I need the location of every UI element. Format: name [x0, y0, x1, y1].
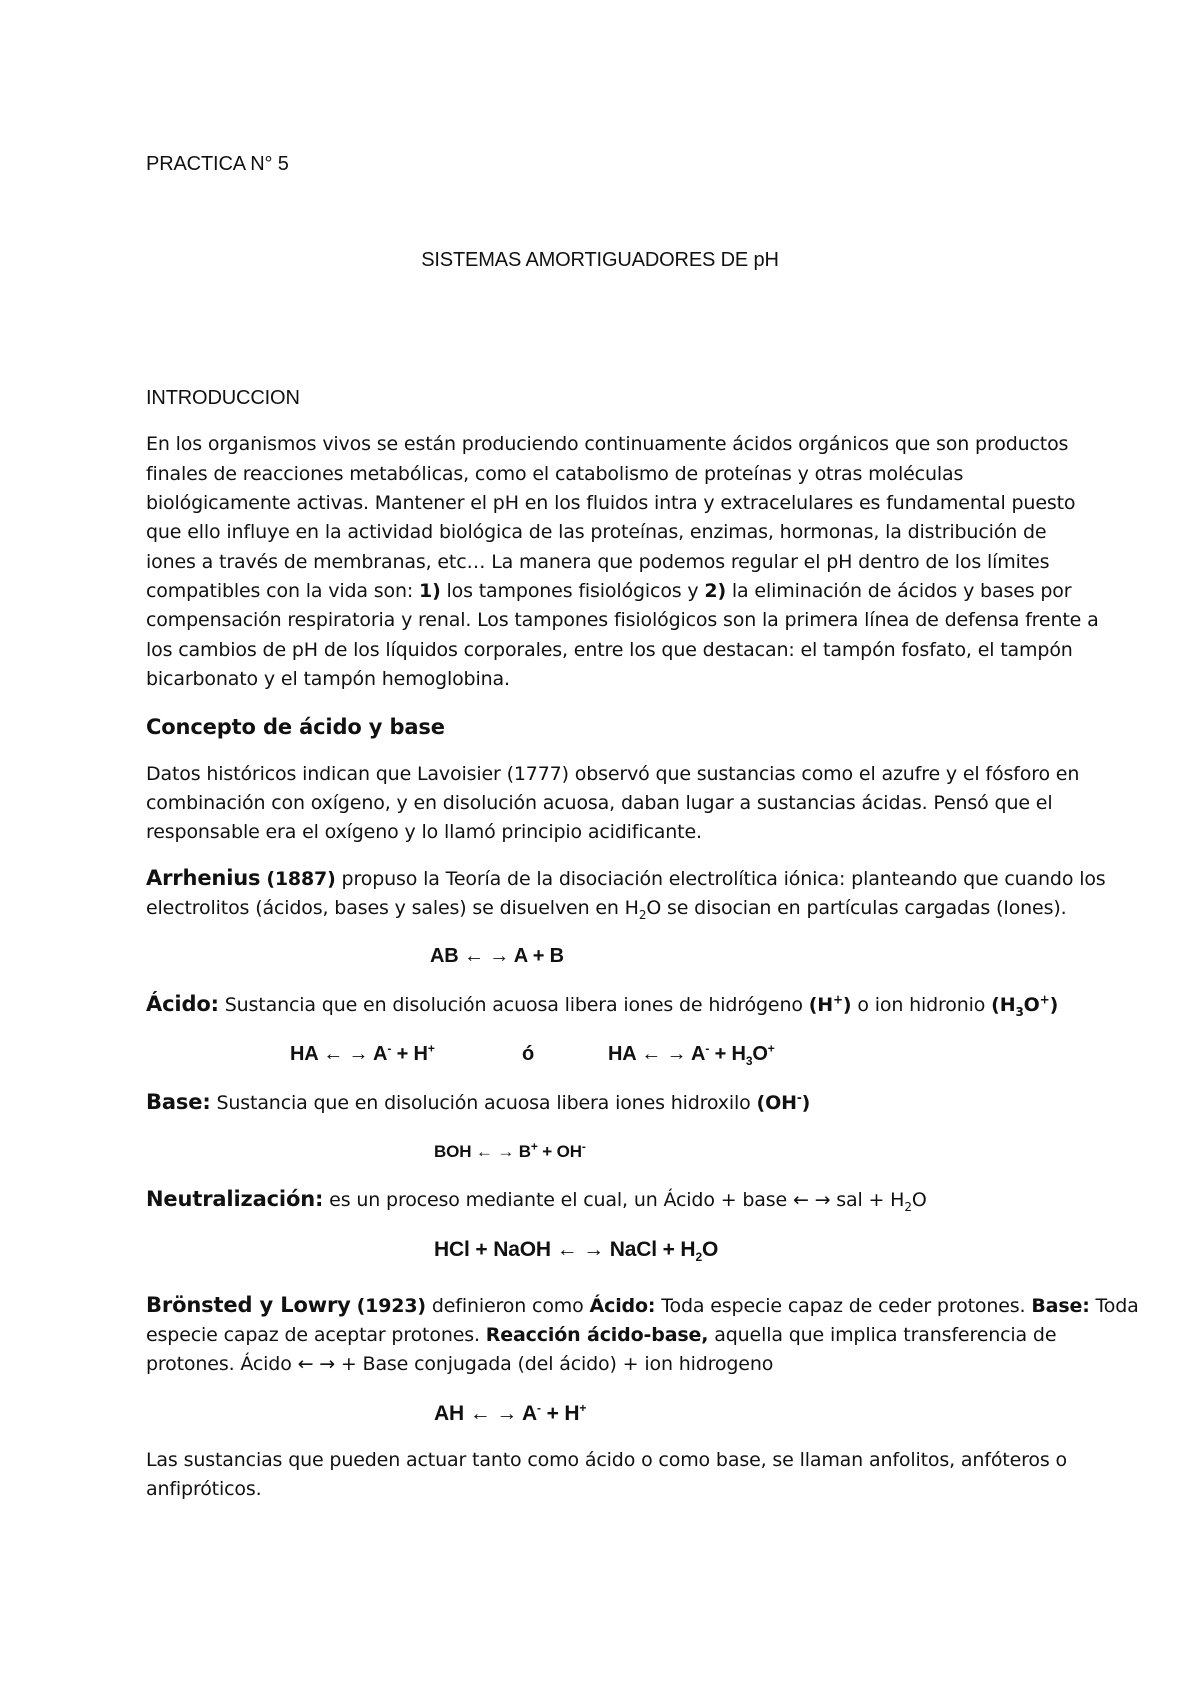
bronsted-text: especie capaz de aceptar protones. — [146, 1324, 486, 1346]
formula: ) — [1049, 994, 1059, 1016]
bronsted-text: aquella que implica transferencia de — [708, 1324, 1057, 1346]
intro-line: compensación respiratoria y renal. Los tampones fisiológicos son la primera línea de defensa frente a — [146, 609, 1099, 631]
equation-acid — [290, 1040, 890, 1069]
equation-bronsted — [434, 1399, 1200, 1428]
arrhenius-text: O se disocian en partículas cargadas (Iones). — [646, 897, 1067, 919]
neutralization-text: O — [911, 1189, 927, 1211]
bronsted-line — [146, 1291, 1139, 1321]
intro-line: bicarbonato y el tampón hemoglobina. — [146, 668, 510, 690]
bronsted-text: Toda — [1089, 1295, 1139, 1317]
neutralization-text: es un proceso mediante el cual, un Ácido + base ← → sal + H — [323, 1189, 905, 1211]
arrhenius-year: (1887) — [266, 868, 336, 890]
arrhenius-text: electrolitos (ácidos, bases y sales) se disuelven en H — [146, 897, 639, 919]
acid-label: Ácido: — [146, 992, 219, 1016]
intro-line: En los organismos vivos se están produciendo continuamente ácidos orgánicos que son productos — [146, 433, 1069, 455]
bronsted-line: protones. Ácido ← → + Base conjugada (del ácido) + ion hidrogeno — [146, 1353, 774, 1375]
arrhenius-line — [146, 864, 1106, 894]
superscript: + — [427, 1041, 435, 1056]
superscript: - — [705, 1041, 710, 1056]
superscript: - — [537, 1401, 541, 1415]
arrhenius-line — [146, 894, 1066, 923]
formula: + H — [709, 1043, 746, 1065]
list-number: 2) — [704, 580, 727, 602]
superscript: + — [530, 1139, 538, 1154]
formula: + H — [391, 1043, 428, 1065]
bold-term: Reacción ácido-base, — [485, 1324, 709, 1346]
bronsted-text: definieron como — [425, 1295, 590, 1317]
bold-term: Base: — [1031, 1295, 1090, 1317]
equation-dissociation: AB ← → A + B — [430, 945, 564, 967]
formula: ) — [842, 994, 852, 1016]
equation-base — [434, 1137, 1200, 1166]
base-text: Sustancia que en disolución acuosa libera iones hidroxilo — [210, 1092, 757, 1114]
acid-text: o ion hidronio — [851, 994, 992, 1016]
intro-line: los cambios de pH de los líquidos corporales, entre los que destacan: el tampón fosfato, el tampón — [146, 639, 1073, 661]
subscript: 3 — [1015, 1004, 1024, 1019]
arrhenius-name: Arrhenius — [146, 866, 261, 890]
formula: ) — [801, 1092, 811, 1114]
bronsted-text: Toda especie capaz de ceder protones. — [655, 1295, 1032, 1317]
formula: HA ← → A — [290, 1043, 388, 1065]
concept-line: responsable era el oxígeno y lo llamó principio acidificante. — [146, 821, 702, 843]
formula: BOH ← → B — [434, 1142, 531, 1161]
or-word: ó — [522, 1043, 535, 1065]
base-label: Base: — [146, 1090, 211, 1114]
bronsted-year: (1923) — [356, 1295, 426, 1317]
acid-text: Sustancia que en disolución acuosa libera iones de hidrógeno — [218, 994, 809, 1016]
subscript: 3 — [745, 1054, 753, 1068]
intro-line: que ello influye en la actividad biológica de las proteínas, enzimas, hormonas, la distribución de — [146, 521, 1047, 543]
concept-line: Datos históricos indican que Lavoisier (1777) observó que sustancias como el azufre y el fósforo en — [146, 763, 1080, 785]
document-subtitle: SISTEMAS AMORTIGUADORES DE pH — [421, 249, 779, 271]
formula: O — [1023, 994, 1040, 1016]
superscript: + — [1039, 992, 1050, 1007]
intro-line: iones a través de membranas, etc… La manera que podemos regular el pH dentro de los límites — [146, 551, 1050, 573]
intro-line: finales de reacciones metabólicas, como el catabolismo de proteínas y otras moléculas — [146, 463, 964, 485]
formula: O — [701, 1238, 719, 1261]
neutralization-definition — [146, 1185, 1066, 1215]
superscript: - — [581, 1139, 586, 1154]
formula: O — [752, 1043, 768, 1065]
concept-heading: Concepto de ácido y base — [146, 715, 445, 739]
formula: HCl + NaOH ← → NaCl + H — [434, 1238, 696, 1261]
formula: + OH — [537, 1142, 582, 1161]
bronsted-line — [146, 1321, 1066, 1350]
superscript: - — [796, 1090, 802, 1105]
intro-text: la eliminación de ácidos y bases por — [726, 580, 1072, 602]
formula: + H — [540, 1402, 580, 1425]
subscript: 2 — [904, 1199, 912, 1214]
practice-title: PRACTICA N° 5 — [146, 153, 289, 175]
superscript: - — [387, 1041, 392, 1056]
formula: HA ← → A — [608, 1043, 706, 1065]
bronsted-name: Brönsted y Lowry — [146, 1293, 351, 1317]
base-definition — [146, 1088, 1066, 1118]
concept-line: combinación con oxígeno, y en disolución acuosa, daban lugar a sustancias ácidas. Pensó que el — [146, 792, 1053, 814]
intro-line — [146, 577, 1072, 606]
closing-line: Las sustancias que pueden actuar tanto como ácido o como base, se llaman anfolitos, anfóteros o — [146, 1449, 1067, 1471]
intro-text: los tampones fisiológicos y — [440, 580, 705, 602]
superscript: + — [833, 992, 843, 1007]
list-number: 1) — [419, 580, 441, 602]
formula: (H — [991, 994, 1016, 1016]
intro-heading: INTRODUCCION — [146, 387, 300, 409]
superscript: + — [579, 1401, 587, 1415]
acid-definition — [146, 990, 1066, 1020]
intro-line: biológicamente activas. Mantener el pH en los fluidos intra y extracelulares es fundamental puesto — [146, 492, 1076, 514]
arrhenius-text: propuso la Teoría de la disociación electrolítica iónica: planteando que cuando los — [335, 868, 1106, 890]
superscript: + — [767, 1041, 775, 1056]
formula: AH ← → A — [434, 1402, 538, 1425]
intro-text: compatibles con la vida son: — [146, 580, 420, 602]
neutralization-label: Neutralización: — [146, 1187, 324, 1211]
subscript: 2 — [638, 907, 647, 922]
closing-line: anfipróticos. — [146, 1478, 262, 1500]
formula: (OH — [756, 1092, 797, 1114]
equation-neutralization — [434, 1235, 1200, 1264]
bold-term: Ácido: — [589, 1295, 656, 1317]
subscript: 2 — [695, 1250, 702, 1265]
formula: (H — [808, 994, 834, 1016]
